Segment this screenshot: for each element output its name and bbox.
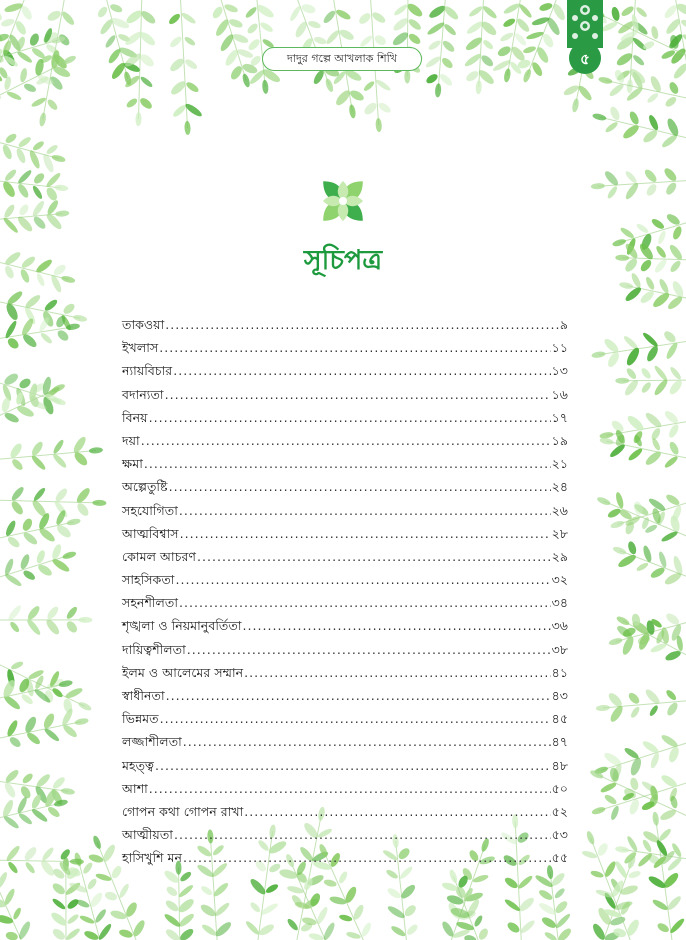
toc-heading: সূচিপত্র [303, 245, 383, 276]
toc-entry-title: ইলম ও আলেমের সম্মান [122, 664, 244, 680]
toc-entry-page: ৩৬ [551, 618, 568, 634]
toc-entry [122, 545, 568, 568]
toc-dot-leader [159, 336, 550, 359]
toc-entry-page: ৩৪ [551, 595, 568, 611]
toc-dot-leader [183, 846, 551, 869]
toc-entry-page: ২৯ [551, 548, 568, 564]
toc-entry-title: তাকওয়া [122, 317, 165, 332]
toc-entry-page: ২৮ [551, 525, 568, 541]
toc-entry [122, 336, 568, 359]
toc-dot-leader [160, 707, 551, 730]
toc-dot-leader [175, 568, 550, 591]
toc-entry [122, 707, 568, 730]
toc-entry [122, 591, 568, 614]
toc-entry-title: কোমল আচরণ [122, 548, 196, 564]
toc-entry [122, 730, 568, 753]
toc-entry [122, 777, 568, 800]
toc-entry-page: ৪৩ [551, 688, 568, 703]
toc-entry-title: আত্মবিশ্বাস [122, 525, 179, 541]
toc-entry [122, 383, 568, 406]
toc-dot-leader [165, 383, 551, 406]
book-title-banner: দাদুর গল্পে আখলাক শিখি [262, 47, 422, 71]
toc-entry-title: বদান্যতা [122, 386, 164, 402]
toc-dot-leader [155, 754, 551, 777]
toc-dot-leader [165, 313, 559, 336]
toc-entry-page: ৫৫ [551, 850, 568, 866]
toc-entry-title: লজ্জাশীলতা [122, 734, 182, 750]
toc-entry-page: ৫৩ [551, 827, 568, 843]
page-number: ৫ [580, 50, 590, 68]
toc-entry-title: মহত্ত্ব [122, 757, 155, 773]
toc-entry-title: ন্যায়বিচার [122, 363, 173, 379]
toc-entry-page: ১১ [551, 340, 568, 356]
toc-entry [122, 846, 568, 869]
toc-entry-page: ৩২ [551, 572, 568, 588]
toc-entry [122, 522, 568, 545]
toc-entry-page: ৫২ [551, 803, 568, 819]
toc-entry [122, 754, 568, 777]
toc-entry-title: দয়া [122, 432, 140, 448]
toc-entry [122, 429, 568, 452]
toc-entry-title: দায়িত্বশীলতা [122, 641, 186, 657]
toc-dot-leader [149, 406, 551, 429]
toc-entry [122, 359, 568, 382]
toc-dot-leader [141, 429, 551, 452]
toc-entry-title: বিনয় [122, 409, 148, 425]
toc-entry [122, 406, 568, 429]
toc-entry-title: হাসিখুশি মন [122, 850, 183, 866]
toc-entry-title: অল্পেতুষ্টি [122, 479, 168, 495]
toc-entry-page: ১৬ [551, 386, 568, 402]
toc-entry-page: ২৪ [551, 479, 568, 495]
toc-entry-title: সহনশীলতা [122, 595, 178, 611]
toc-dot-leader [179, 591, 551, 614]
toc-dot-leader [244, 661, 550, 684]
toc-dot-leader [169, 475, 551, 498]
toc-entry [122, 638, 568, 661]
toc-entry-page: ১৯ [551, 432, 568, 448]
toc-entry-title: আশা [122, 780, 148, 796]
toc-entry-page: ৩৮ [551, 641, 568, 657]
toc-entry-page: ৯ [559, 317, 568, 332]
toc-entry [122, 452, 568, 475]
toc-dot-leader [242, 614, 550, 637]
toc-dot-leader [183, 730, 551, 753]
toc-entry [122, 684, 568, 707]
toc-dot-leader [244, 800, 550, 823]
toc-entry [122, 313, 568, 336]
toc-entry-title: ইখলাস [122, 340, 159, 356]
toc-entry-title: সাহসিকতা [122, 572, 175, 588]
toc-entry-title: আত্মীয়তা [122, 827, 173, 843]
toc-entry-page: ৪৮ [551, 757, 568, 773]
toc-entry-page: ১৭ [551, 409, 568, 425]
toc-dot-leader [166, 684, 551, 707]
toc-entry-title: স্বাধীনতা [122, 688, 165, 703]
toc-entry-page: ৫০ [551, 780, 568, 796]
toc-dot-leader [144, 452, 551, 475]
toc-entry [122, 475, 568, 498]
toc-entry-page: ৪১ [551, 664, 568, 680]
toc-entry-title: ক্ষমা [122, 456, 143, 472]
toc-entry-title: গোপন কথা গোপন রাখা [122, 803, 244, 819]
toc-entry-page: ৪৭ [551, 734, 568, 750]
toc-entry-title: সহযোগিতা [122, 502, 178, 518]
toc-entry [122, 661, 568, 684]
floral-logo-icon [311, 170, 375, 232]
toc-entry-page: ১৩ [551, 363, 568, 379]
toc-entry-title: শৃঙ্খলা ও নিয়মানুবর্তিতা [122, 618, 242, 634]
toc-dot-leader [173, 359, 550, 382]
toc-entry [122, 568, 568, 591]
toc-dot-leader [174, 823, 551, 846]
toc-dot-leader [197, 545, 551, 568]
toc-dot-leader [187, 638, 551, 661]
toc-dot-leader [179, 499, 551, 522]
toc-entry-page: ২১ [551, 456, 568, 472]
toc-entry [122, 823, 568, 846]
toc-entry [122, 499, 568, 522]
toc-entry-page: ২৬ [551, 502, 568, 518]
toc-entry [122, 800, 568, 823]
toc-dot-leader [149, 777, 551, 800]
toc-entry [122, 614, 568, 637]
toc-entry-title: ভিন্নমত [122, 711, 159, 727]
toc-dot-leader [180, 522, 551, 545]
toc-entry-page: ৪৫ [551, 711, 568, 727]
toc-list [122, 313, 568, 870]
